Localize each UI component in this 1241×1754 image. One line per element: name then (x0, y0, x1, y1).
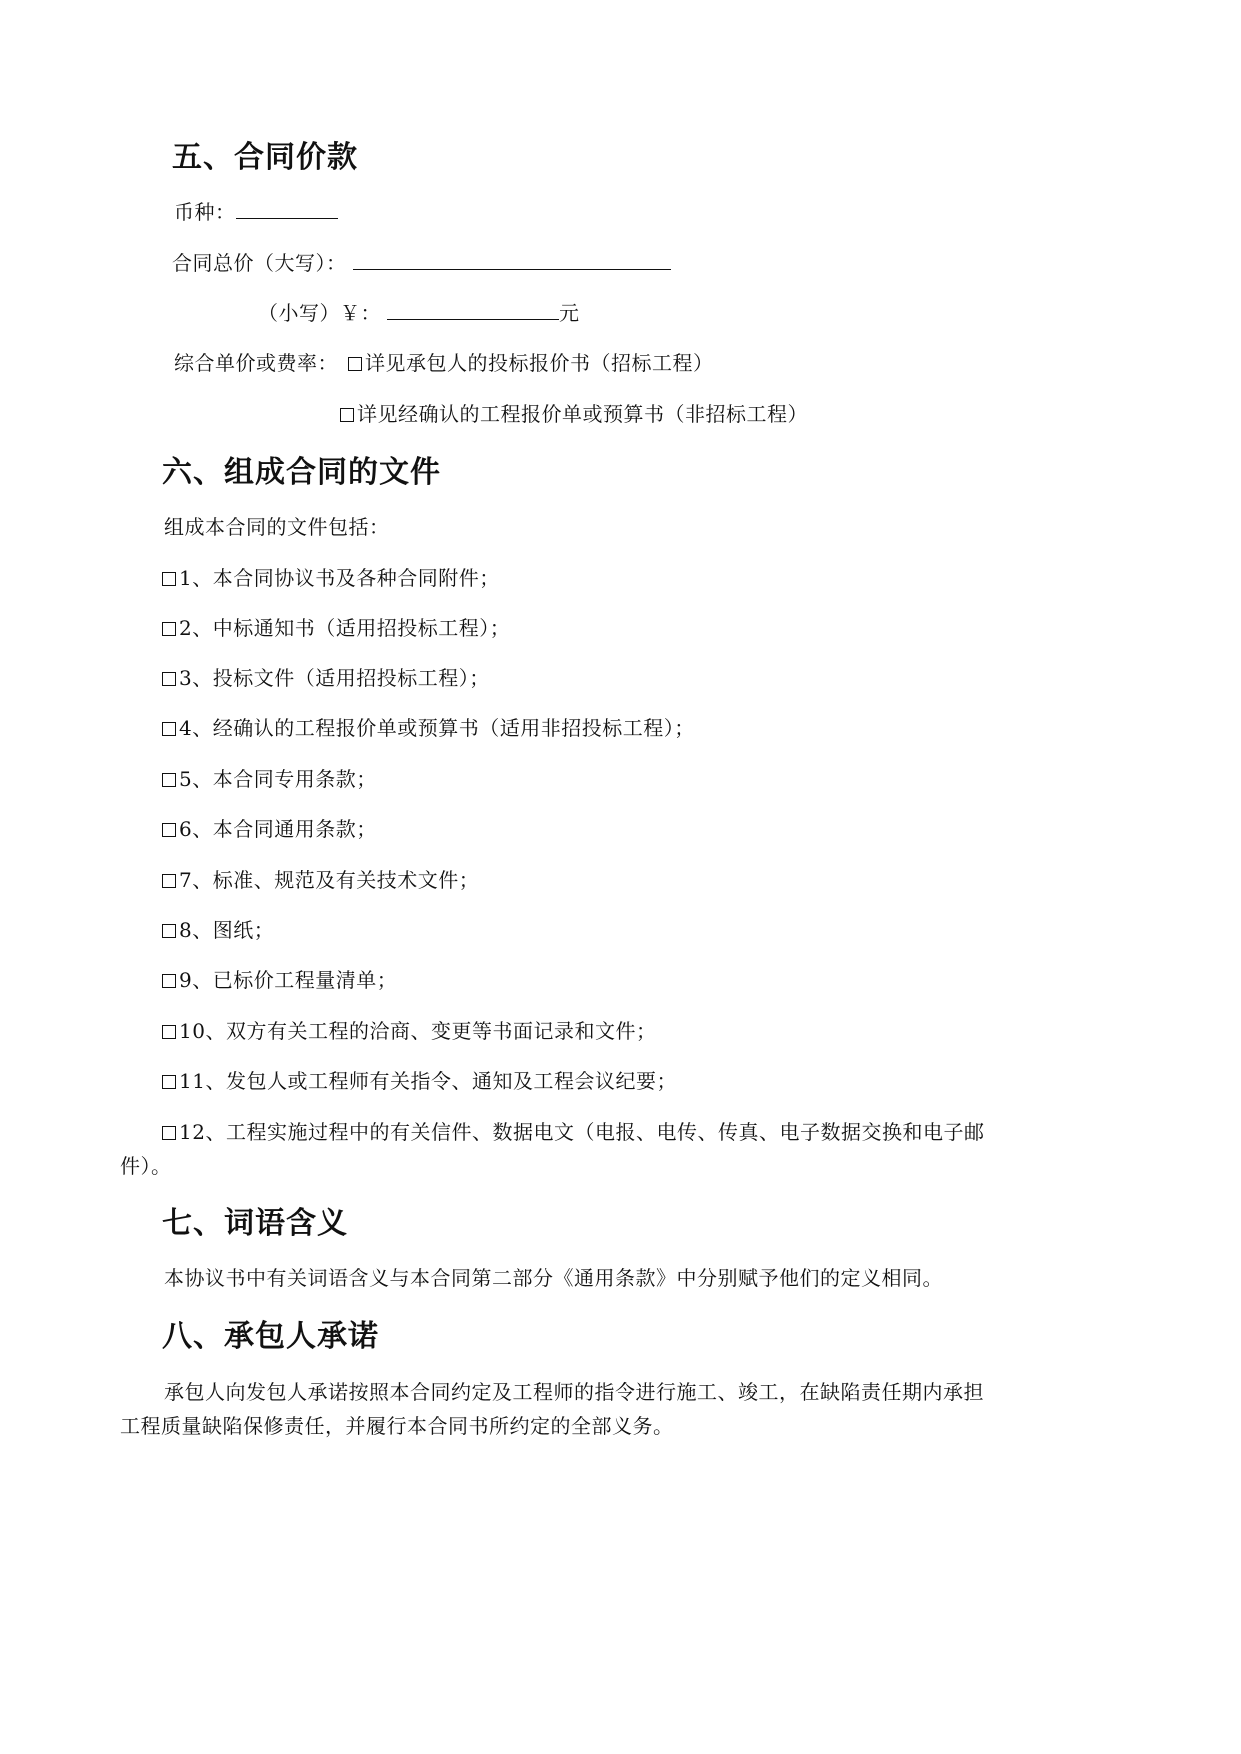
option1-checkbox[interactable] (348, 357, 362, 371)
total-lower-row (258, 297, 580, 326)
doc-item-10-checkbox[interactable] (162, 1025, 176, 1039)
total-lower-label: （小写）￥： (258, 301, 381, 325)
total-lower-unit: 元 (559, 301, 580, 325)
unit-price-row (174, 347, 714, 376)
section-7-body: 本协议书中有关词语含义与本合同第二部分《通用条款》中分别赋予他们的定义相同。 (164, 1266, 943, 1290)
doc-item-3-label: 3、投标文件（适用招投标工程）； (179, 666, 490, 690)
section-7-heading: 七、词语含义 (162, 1206, 348, 1241)
doc-item-3 (162, 662, 490, 691)
doc-item-9-checkbox[interactable] (162, 974, 176, 988)
doc-item-6-label: 6、本合同通用条款； (179, 817, 377, 841)
doc-item-4-checkbox[interactable] (162, 722, 176, 736)
unit-price-label: 综合单价或费率： (174, 351, 338, 375)
total-upper-blank[interactable] (353, 247, 671, 270)
doc-item-8 (162, 914, 274, 943)
doc-item-6-checkbox[interactable] (162, 823, 176, 837)
doc-item-7-checkbox[interactable] (162, 874, 176, 888)
option2-checkbox[interactable] (340, 408, 354, 422)
doc-item-11 (162, 1065, 677, 1094)
section-6-intro: 组成本合同的文件包括： (164, 515, 390, 539)
total-lower-blank[interactable] (387, 297, 559, 320)
doc-item-1 (162, 562, 500, 591)
doc-item-5-checkbox[interactable] (162, 773, 176, 787)
section-8-heading: 八、承包人承诺 (162, 1319, 379, 1354)
doc-item-12 (162, 1116, 984, 1145)
doc-item-11-checkbox[interactable] (162, 1075, 176, 1089)
total-upper-label: 合同总价（大写）： (172, 251, 347, 275)
section-8-body-line2: 工程质量缺陷保修责任，并履行本合同书所约定的全部义务。 (120, 1414, 674, 1438)
doc-item-2-checkbox[interactable] (162, 622, 176, 636)
doc-item-7 (162, 864, 479, 893)
doc-item-5 (162, 763, 377, 792)
doc-item-10 (162, 1015, 656, 1044)
doc-item-8-label: 8、图纸； (179, 918, 275, 942)
doc-item-4-label: 4、经确认的工程报价单或预算书（适用非招投标工程）； (179, 716, 695, 740)
currency-blank[interactable] (236, 196, 338, 219)
doc-item-2 (162, 612, 510, 641)
doc-item-1-label: 1、本合同协议书及各种合同附件； (179, 566, 500, 590)
doc-item-10-label: 10、双方有关工程的洽商、变更等书面记录和文件； (179, 1019, 657, 1043)
section-5-heading: 五、合同价款 (172, 140, 358, 175)
doc-item-4 (162, 712, 695, 741)
option1-label: 详见承包人的投标报价书（招标工程） (365, 351, 714, 375)
doc-item-12-continuation: 件）。 (120, 1154, 172, 1178)
total-upper-row (172, 247, 671, 276)
currency-label: 币种： (174, 200, 236, 224)
doc-item-12-label: 12、工程实施过程中的有关信件、数据电文（电报、电传、传真、电子数据交换和电子邮 (179, 1120, 985, 1144)
doc-item-1-checkbox[interactable] (162, 572, 176, 586)
doc-item-6 (162, 813, 377, 842)
doc-item-8-checkbox[interactable] (162, 924, 176, 938)
currency-row (174, 196, 338, 225)
doc-item-2-label: 2、中标通知书（适用招投标工程）； (179, 616, 511, 640)
doc-item-5-label: 5、本合同专用条款； (179, 767, 377, 791)
doc-item-11-label: 11、发包人或工程师有关指令、通知及工程会议纪要； (179, 1069, 677, 1093)
doc-item-3-checkbox[interactable] (162, 672, 176, 686)
option2-row (340, 398, 808, 427)
section-8-body-line1: 承包人向发包人承诺按照本合同约定及工程师的指令进行施工、竣工，在缺陷责任期内承担 (164, 1380, 984, 1404)
doc-item-9 (162, 964, 397, 993)
option2-label: 详见经确认的工程报价单或预算书（非招标工程） (357, 402, 808, 426)
doc-item-9-label: 9、已标价工程量清单； (179, 968, 398, 992)
doc-item-12-checkbox[interactable] (162, 1126, 176, 1140)
doc-item-7-label: 7、标准、规范及有关技术文件； (179, 868, 480, 892)
section-6-heading: 六、组成合同的文件 (162, 455, 441, 490)
